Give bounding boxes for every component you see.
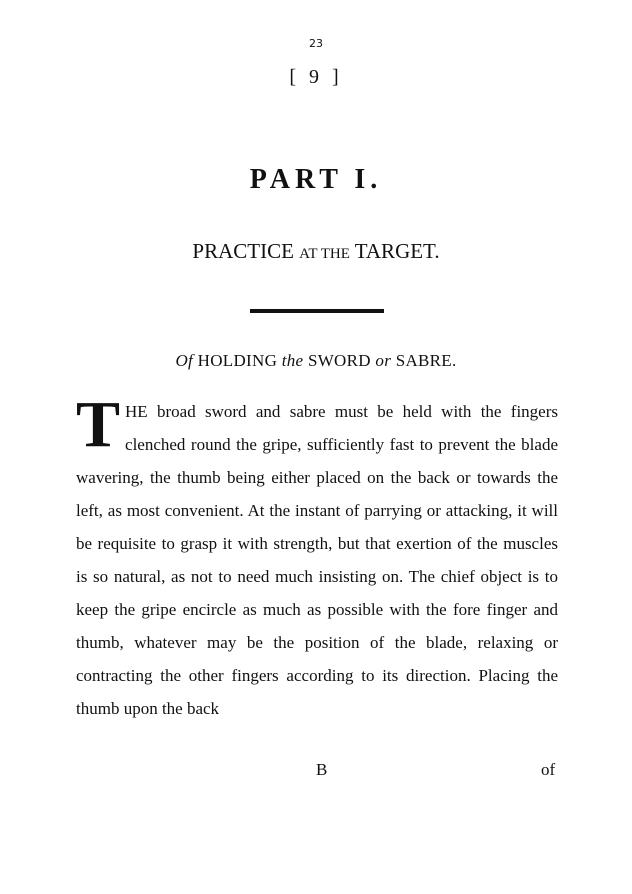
catchword: of <box>541 760 556 779</box>
part-title: PART I. <box>249 164 383 195</box>
subheading-sabre: SABRE. <box>395 351 457 370</box>
subheading-sword: SWORD <box>307 351 371 370</box>
heading-word-practice: PRACTICE <box>192 239 294 263</box>
heading-word-target: TARGET. <box>354 239 440 263</box>
subheading-holding: HOLDING <box>197 351 278 370</box>
page-number: 23 <box>309 37 323 50</box>
subheading-of: Of <box>175 351 194 370</box>
printed-page-number: [ 9 ] <box>289 66 343 88</box>
heading-word-at-the: AT THE <box>299 246 350 262</box>
section-heading <box>0 239 632 264</box>
chapter-subheading <box>0 351 632 371</box>
body-paragraph <box>76 388 558 725</box>
signature-mark: B <box>316 760 328 779</box>
body-text: HE broad sword and sabre must be held with the fingers clenched round the gripe, sufficiently fast to prevent the blade wavering, the thumb being either placed on the back or towards the left, as most convenient. At the instant of parrying or attacking, it will be requisite to grasp it with strength, but that exertion of the muscles is so natural, as not to need much insisting on. The chief object is to keep the gripe encircle as much as possible with the fore finger and thumb, whatever may be the position of the blade, relaxing or contracting the other fingers according to its direction. Placing the thumb upon the back <box>76 402 558 718</box>
drop-cap: T <box>76 388 121 461</box>
subheading-the: the <box>281 351 304 370</box>
section-divider <box>250 309 384 313</box>
subheading-or: or <box>375 351 392 370</box>
